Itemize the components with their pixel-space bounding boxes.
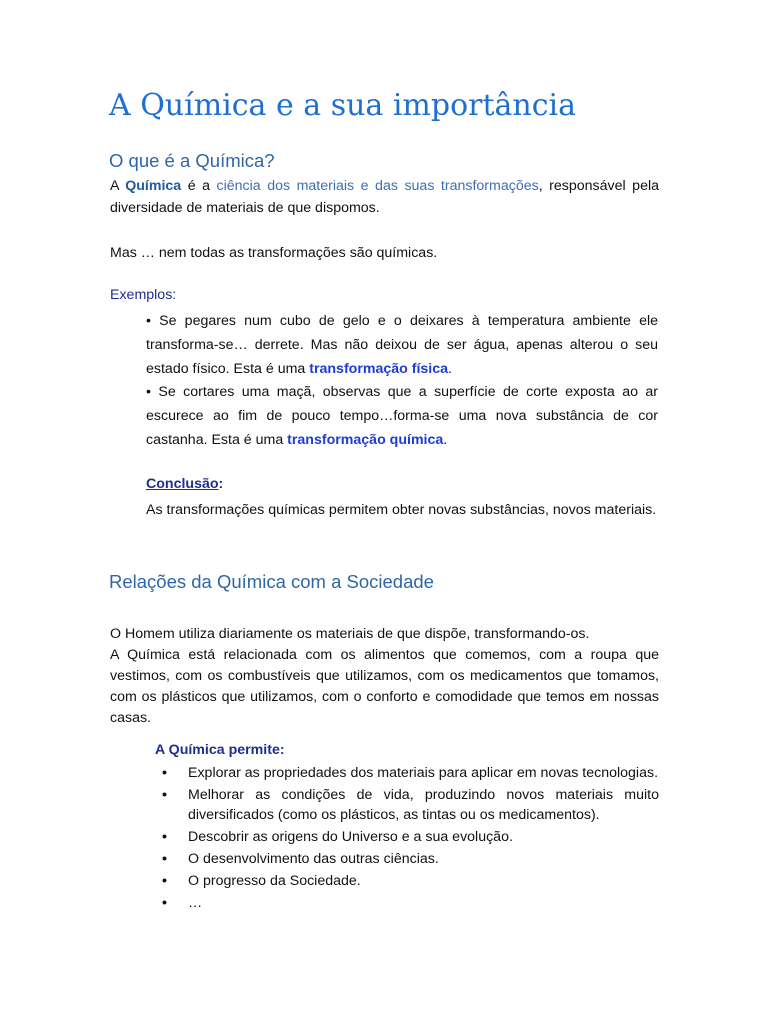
intro-definition: ciência dos materiais e das suas transformações <box>216 178 539 194</box>
list-item-text: Descobrir as origens do Universo e a sua evolução. <box>188 829 513 845</box>
conclusion-label <box>146 476 223 492</box>
list-item <box>160 763 659 783</box>
society-paragraph: A Química está relacionada com os alimentos que comemos, com a roupa que vestimos, com os combustíveis que utilizamos, com os medicamentos que tomamos, com os plásticos que utilizamos, com o conforto e comodidade que temos em nossas casas. <box>110 647 659 726</box>
intro-text-c: é a <box>181 178 217 194</box>
conclusion-label-text: Conclusão <box>146 476 219 492</box>
bullet-glyph: • <box>162 787 167 803</box>
bullet-glyph: • <box>146 384 151 400</box>
allows-list <box>160 763 659 915</box>
bullet-glyph: • <box>162 873 167 889</box>
example-text: Se cortares uma maçã, observas que a superfície de corte exposta ao ar escurece ao fim de pouco tempo…forma-se uma nova substância de cor castanha. Esta é uma <box>146 384 658 448</box>
example-end: . <box>448 361 452 377</box>
list-item-text: Explorar as propriedades dos materiais para aplicar em novas tecnologias. <box>188 765 659 781</box>
conclusion-colon: : <box>218 476 224 492</box>
example-item-chemical <box>146 380 658 452</box>
bullet-glyph: • <box>162 829 167 845</box>
allows-label: A Química permite: <box>155 742 285 758</box>
list-item-text: Melhorar as condições de vida, produzindo novos materiais muito diversificados (como os plásticos, as tintas ou os medicamentos). <box>188 787 659 823</box>
list-item-text: … <box>188 895 203 911</box>
bullet-glyph: • <box>162 851 167 867</box>
highlight-chemical-transformation: transformação química <box>287 432 444 448</box>
intro-keyword-quimica: Química <box>125 178 182 194</box>
list-item <box>160 893 659 913</box>
bullet-glyph: • <box>162 765 167 781</box>
examples-label: Exemplos: <box>110 287 177 303</box>
intro-paragraph <box>110 175 659 219</box>
section-heading-society: Relações da Química com a Sociedade <box>109 571 434 592</box>
example-item-physical <box>146 309 658 381</box>
list-item <box>160 871 659 891</box>
list-item <box>160 849 659 869</box>
list-item-text: O progresso da Sociedade. <box>188 873 361 889</box>
bullet-glyph: • <box>146 313 151 329</box>
example-end: . <box>443 432 448 448</box>
example-text: Se pegares num cubo de gelo e o deixares à temperatura ambiente ele transforma-se… derrete. Mas não deixou de ser água, apenas alterou o seu estado físico. Esta é uma <box>146 313 658 377</box>
but-line: Mas … nem todas as transformações são químicas. <box>110 245 438 261</box>
highlight-physical-transformation: transformação física <box>309 361 449 377</box>
conclusion-text: As transformações químicas permitem obter novas substâncias, novos materiais. <box>146 502 657 518</box>
bullet-glyph: • <box>162 895 167 911</box>
list-item <box>160 785 659 825</box>
list-item <box>160 827 659 847</box>
intro-text-e: , responsável pela diversidade de materiais de que dispomos. <box>110 178 659 216</box>
intro-text-a: A <box>110 178 126 194</box>
page-title: A Química e a sua importância <box>109 88 577 123</box>
list-item-text: O desenvolvimento das outras ciências. <box>188 851 439 867</box>
society-line1: O Homem utiliza diariamente os materiais de que dispõe, transformando-os. <box>110 626 590 642</box>
section-heading-what-is-chemistry: O que é a Química? <box>109 150 275 171</box>
